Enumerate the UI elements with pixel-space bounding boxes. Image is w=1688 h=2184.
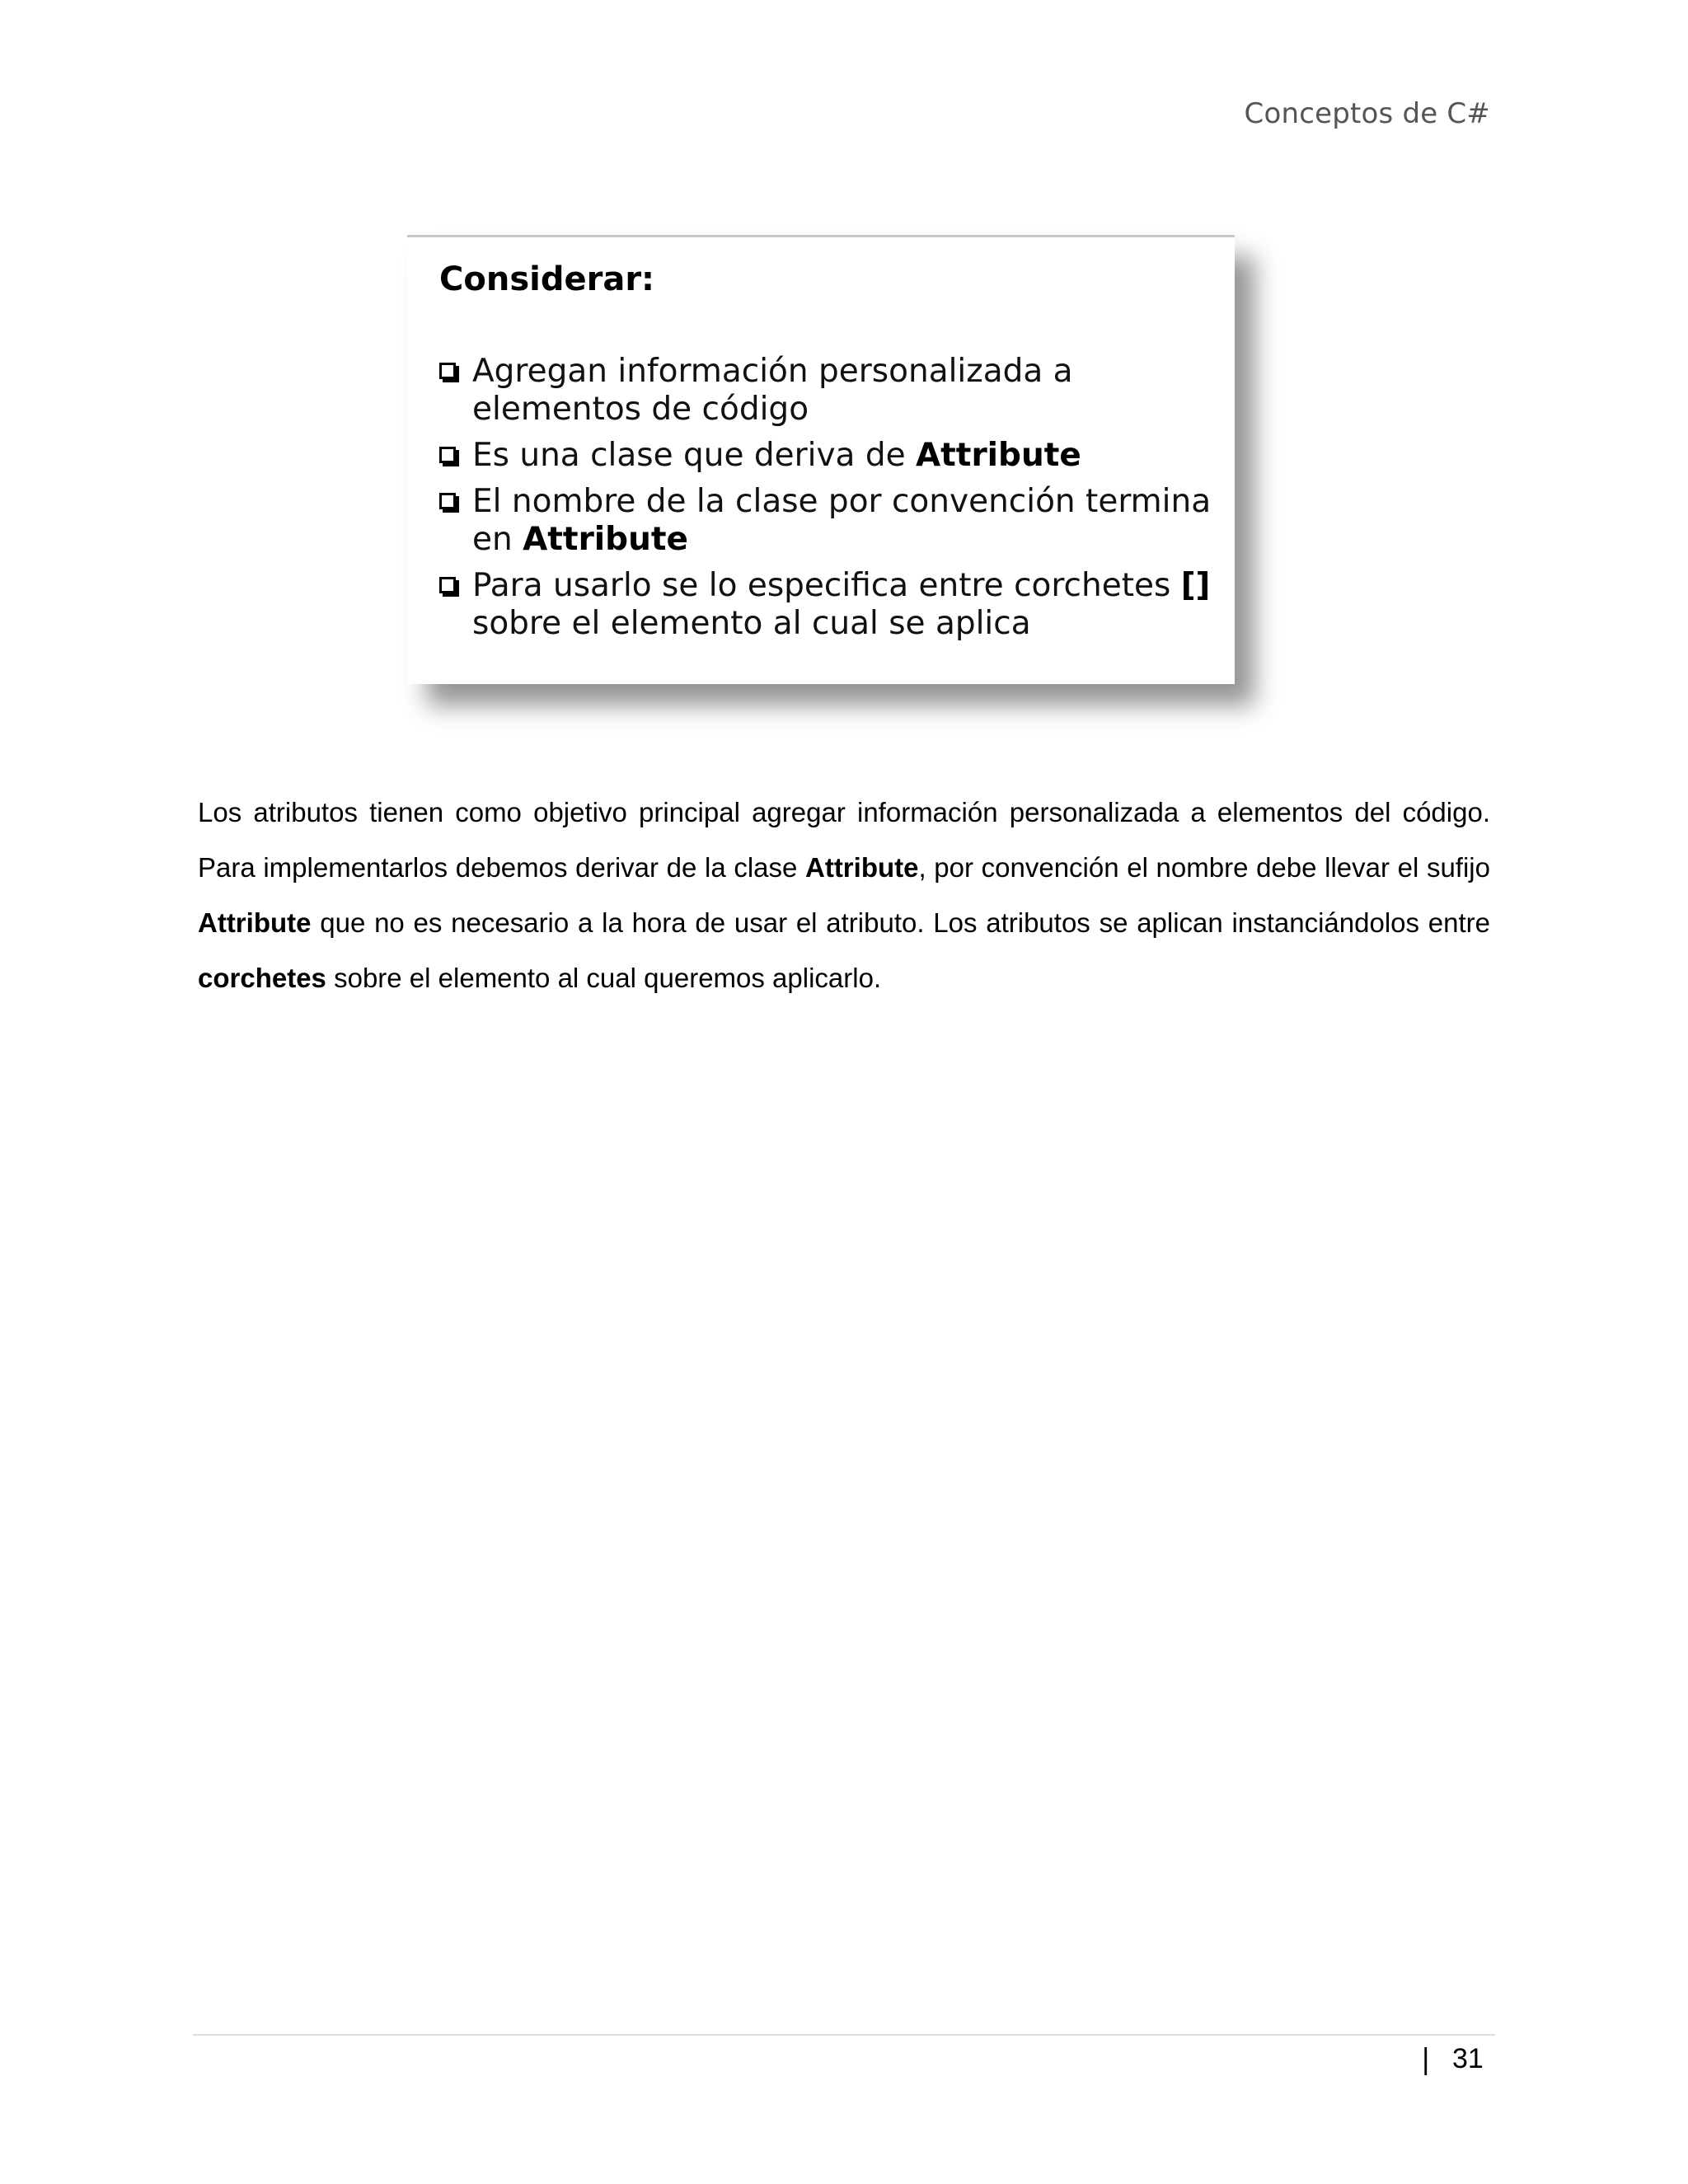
bullet-bold-run: []: [1180, 567, 1211, 604]
slide-bullet-text: [472, 483, 1214, 559]
slide-bullet-item: [439, 437, 1214, 475]
footer-separator: |: [1421, 2043, 1431, 2076]
running-header: Conceptos de C#: [1244, 97, 1490, 130]
checkbox-bullet-icon: [439, 447, 456, 463]
checkbox-bullet-icon: [439, 493, 456, 509]
paragraph-bold-run: Attribute: [805, 852, 919, 883]
slide-bullet-item: [439, 483, 1214, 559]
bullet-bold-run: Attribute: [915, 437, 1081, 474]
bullet-bold-run: Attribute: [523, 521, 688, 558]
slide-bullet-text: [472, 353, 1214, 429]
paragraph-text-run: sobre el elemento al cual queremos aplicarlo.: [326, 963, 882, 993]
paragraph-bold-run: corchetes: [198, 963, 326, 993]
bullet-text-run: Agregan información personalizada a elementos de código: [472, 353, 1073, 428]
page-number: 31: [1452, 2043, 1484, 2074]
paragraph-text-run: Los atributos tienen como objetivo principal agregar información personalizada a elementos del código. Para implementarlos debemos derivar de la clase: [198, 797, 1490, 883]
paragraph-text-run: que no es necesario a la hora de usar el atributo. Los atributos se aplican instanciándolos entre: [311, 907, 1490, 938]
bullet-text-run: Es una clase que deriva de: [472, 437, 916, 474]
slide-title: Considerar:: [439, 260, 655, 298]
paragraph-text-run: , por convención el nombre debe llevar el sufijo: [918, 852, 1490, 883]
bullet-text-run: El nombre de la clase por convención termina en: [472, 483, 1212, 558]
slide-bullet-list: [439, 353, 1214, 651]
slide-bullet-text: [472, 437, 1081, 475]
footer-divider: [193, 2034, 1495, 2036]
checkbox-bullet-icon: [439, 363, 456, 379]
slide-bullet-item: [439, 567, 1214, 643]
slide-bullet-text: [472, 567, 1214, 643]
bullet-text-run: sobre el elemento al cual se aplica: [472, 605, 1031, 642]
bullet-text-run: Para usarlo se lo especifica entre corchetes: [472, 567, 1181, 604]
slide-bullet-item: [439, 353, 1214, 429]
body-paragraph: [198, 785, 1490, 1005]
checkbox-bullet-icon: [439, 577, 456, 593]
paragraph-bold-run: Attribute: [198, 907, 312, 938]
slide-image: [407, 235, 1235, 684]
